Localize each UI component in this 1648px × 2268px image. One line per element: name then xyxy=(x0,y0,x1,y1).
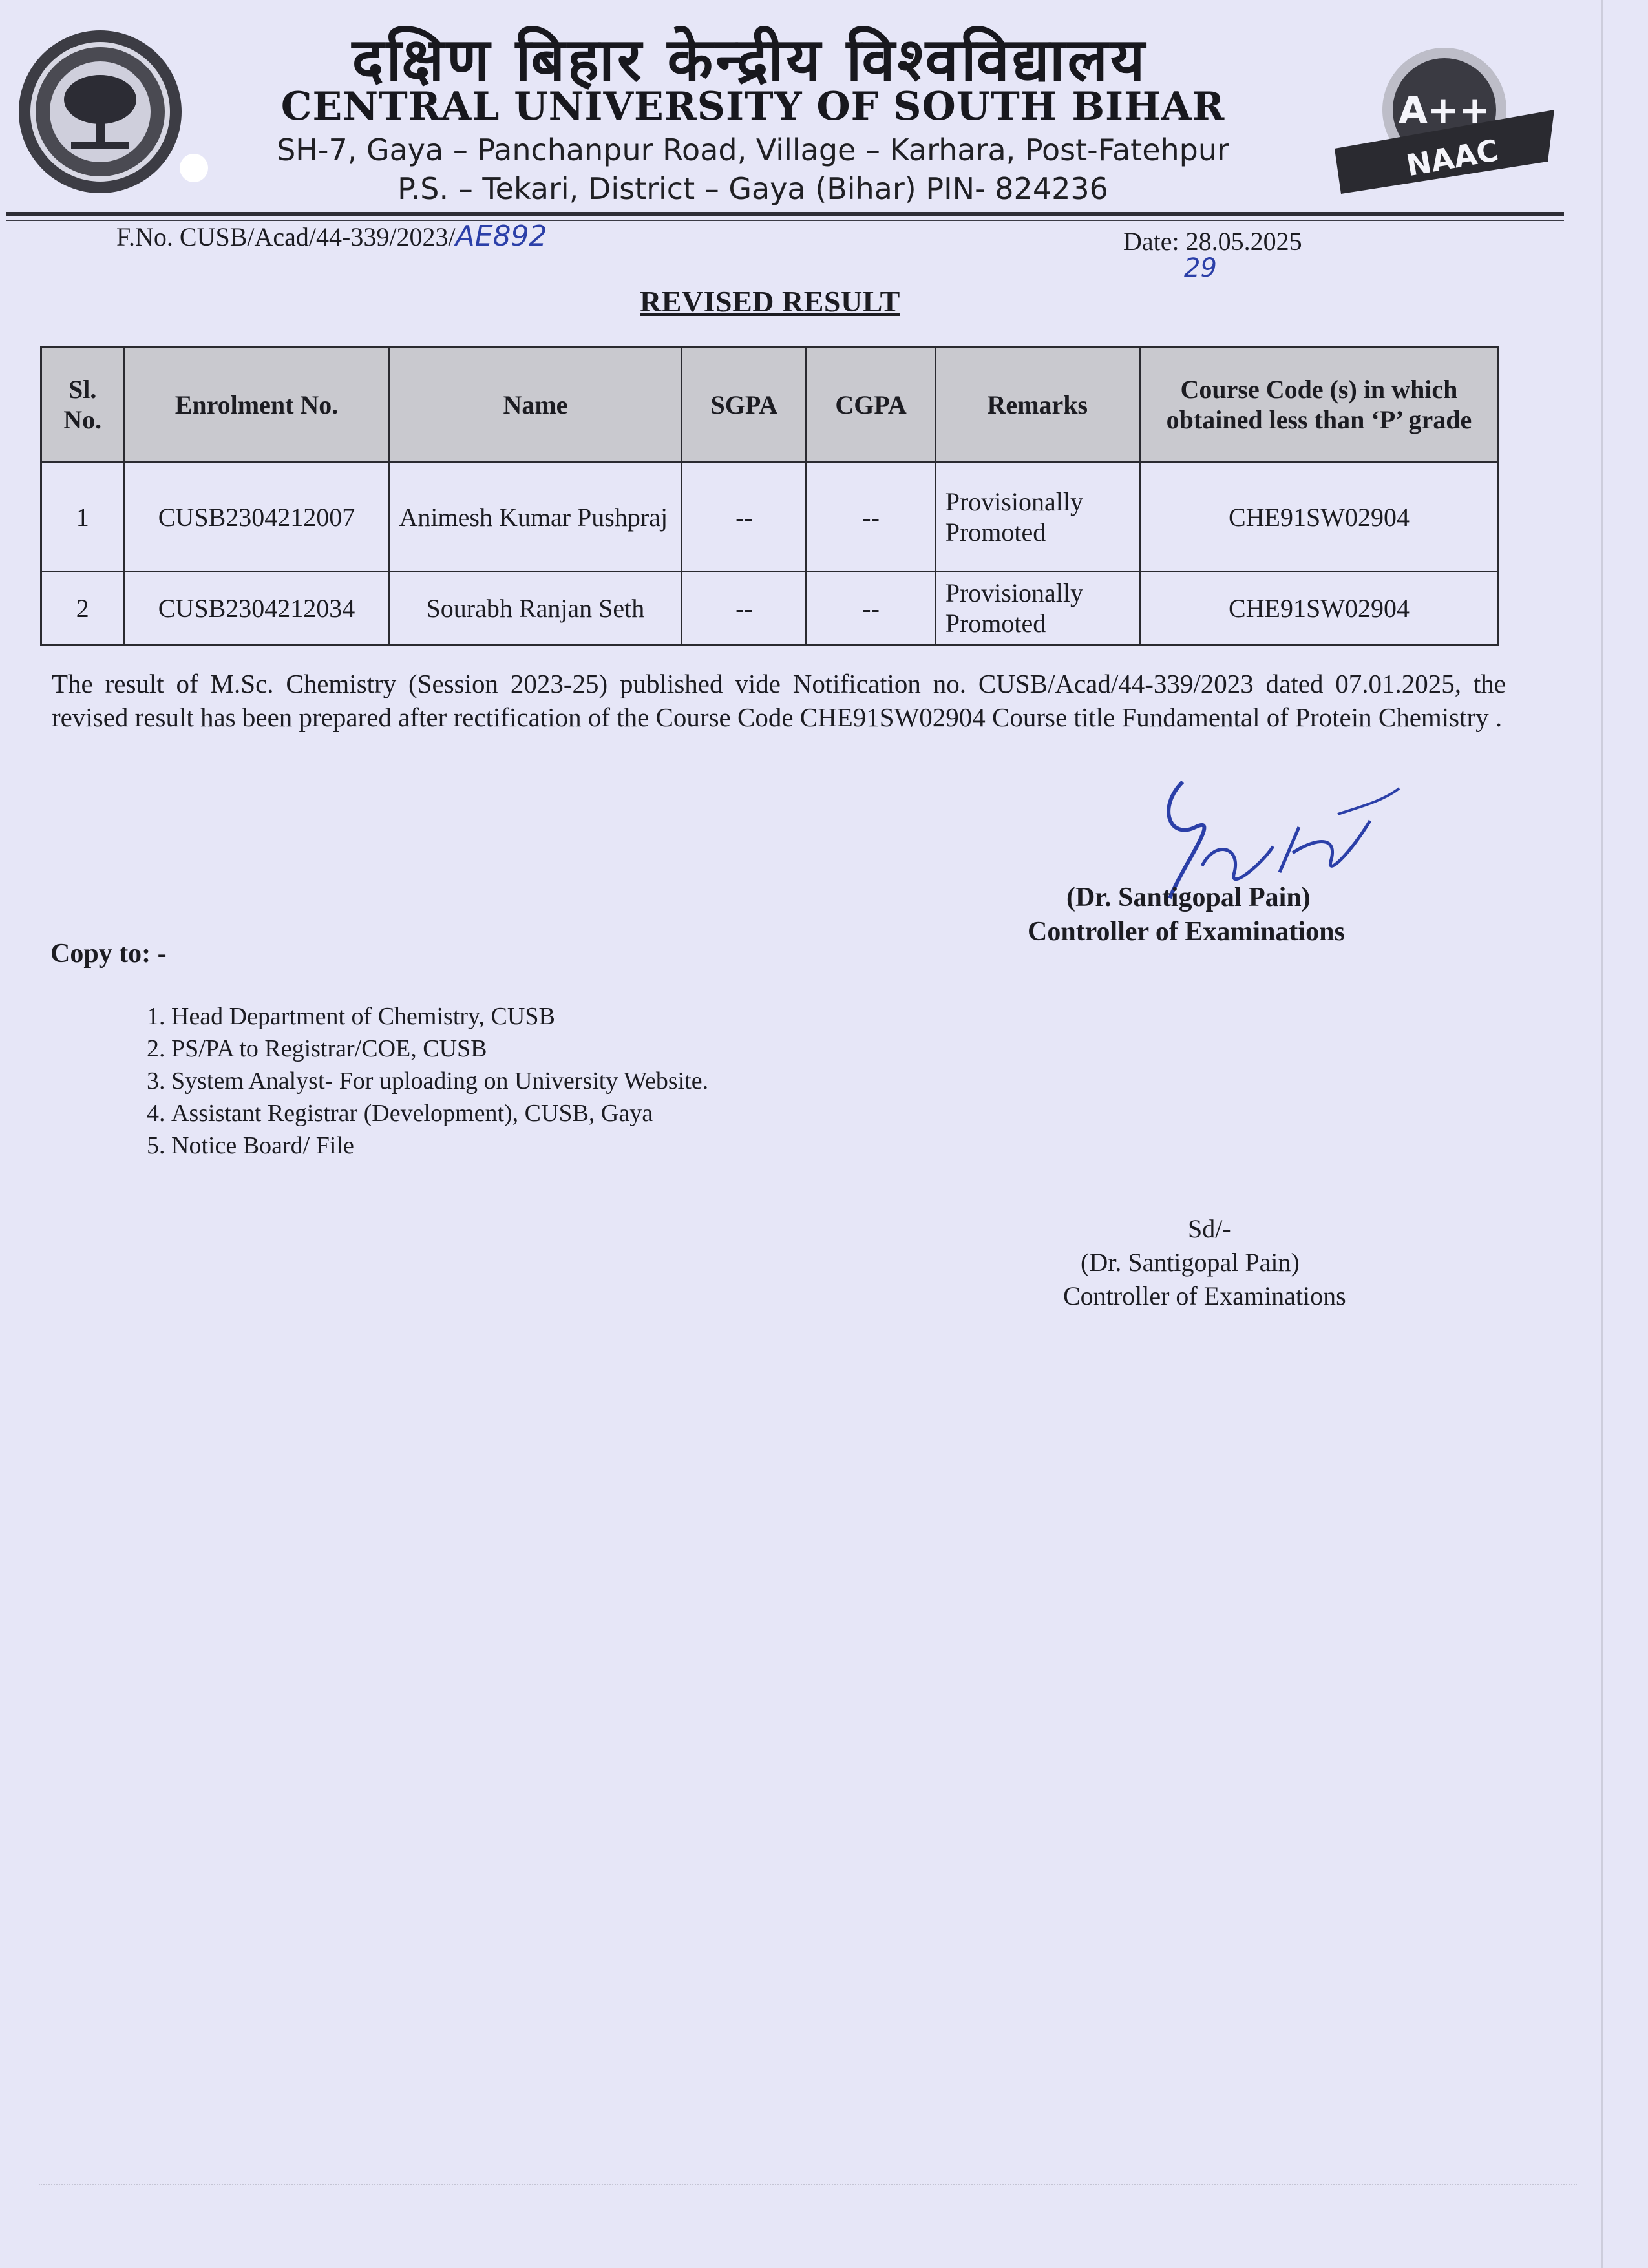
date-handwritten-correction: 29 xyxy=(1184,253,1217,283)
cell-sgpa: -- xyxy=(682,572,807,645)
cell-enrolment: CUSB2304212007 xyxy=(124,463,389,572)
cell-name: Animesh Kumar Pushpraj xyxy=(389,463,682,572)
page-edge xyxy=(1601,0,1603,2268)
footer-dotted-line xyxy=(39,2184,1577,2185)
issue-date: Date: 28.05.2025 xyxy=(1123,227,1302,256)
header-cgpa: CGPA xyxy=(807,347,935,463)
cell-enrolment: CUSB2304212034 xyxy=(124,572,389,645)
table-row xyxy=(41,463,1499,572)
list-item: 5. Notice Board/ File xyxy=(171,1129,708,1162)
cell-name: Sourabh Ranjan Seth xyxy=(389,572,682,645)
header-name: Name xyxy=(389,347,682,463)
table-row xyxy=(41,572,1499,645)
signed-mark: Sd/- xyxy=(1188,1214,1231,1243)
naac-label-text: NAAC xyxy=(1403,132,1501,184)
signatory-name: (Dr. Santigopal Pain) xyxy=(1066,883,1311,912)
cell-sgpa: -- xyxy=(682,463,807,572)
list-item: 2. PS/PA to Registrar/COE, CUSB xyxy=(171,1033,708,1065)
signatory-copy-name: (Dr. Santigopal Pain) xyxy=(1081,1248,1300,1277)
copy-to-label: Copy to: - xyxy=(50,939,167,969)
file-number xyxy=(116,220,547,253)
naac-badge-logo xyxy=(1328,39,1561,207)
cell-cgpa: -- xyxy=(807,572,935,645)
copy-to-list xyxy=(139,1000,708,1162)
body-paragraph: The result of M.Sc. Chemistry (Session 2023-25) published vide Notification no. CUSB/Acad/44-339/2023 dated 07.01.2025, the revised result has been prepared after rectification of the Course Code CHE91SW02904 Course title Fundamental of Protein Chemistry . xyxy=(52,669,1506,732)
letterhead-divider xyxy=(6,212,1564,216)
table-header-row xyxy=(41,347,1499,463)
header-enrolment: Enrolment No. xyxy=(124,347,389,463)
header-sgpa: SGPA xyxy=(682,347,807,463)
header-sl-no: Sl. No. xyxy=(41,347,124,463)
file-number-handwritten: AE892 xyxy=(455,220,547,253)
punch-hole xyxy=(180,154,208,182)
cell-course-code: CHE91SW02904 xyxy=(1139,572,1498,645)
university-seal-logo xyxy=(16,27,185,196)
cell-cgpa: -- xyxy=(807,463,935,572)
address-line-2: P.S. – Tekari, District – Gaya (Bihar) PIN- 824236 xyxy=(397,171,1108,206)
header-course-code: Course Code (s) in which obtained less than ‘P’ grade xyxy=(1139,347,1498,463)
cell-sl-no: 1 xyxy=(41,463,124,572)
cell-remarks: Provisionally Promoted xyxy=(935,572,1139,645)
cell-remarks: Provisionally Promoted xyxy=(935,463,1139,572)
university-name-hindi: दक्षिण बिहार केन्द्रीय विश्वविद्यालय xyxy=(352,25,1148,94)
cell-course-code: CHE91SW02904 xyxy=(1139,463,1498,572)
signatory-role: Controller of Examinations xyxy=(1028,917,1345,947)
signatory-copy-role: Controller of Examinations xyxy=(1063,1281,1346,1310)
document-heading: REVISED RESULT xyxy=(640,285,900,318)
cell-sl-no: 2 xyxy=(41,572,124,645)
file-number-text: F.No. CUSB/Acad/44-339/2023/ xyxy=(116,222,456,251)
list-item: 1. Head Department of Chemistry, CUSB xyxy=(171,1000,708,1033)
address-line-1: SH-7, Gaya – Panchanpur Road, Village – Karhara, Post-Fatehpur xyxy=(277,132,1229,167)
result-table xyxy=(40,346,1499,646)
header-remarks: Remarks xyxy=(935,347,1139,463)
university-name-english: CENTRAL UNIVERSITY OF SOUTH BIHAR xyxy=(280,84,1225,129)
list-item: 4. Assistant Registrar (Development), CUSB, Gaya xyxy=(171,1097,708,1129)
naac-grade-text: A++ xyxy=(1398,88,1491,132)
list-item: 3. System Analyst- For uploading on University Website. xyxy=(171,1065,708,1097)
